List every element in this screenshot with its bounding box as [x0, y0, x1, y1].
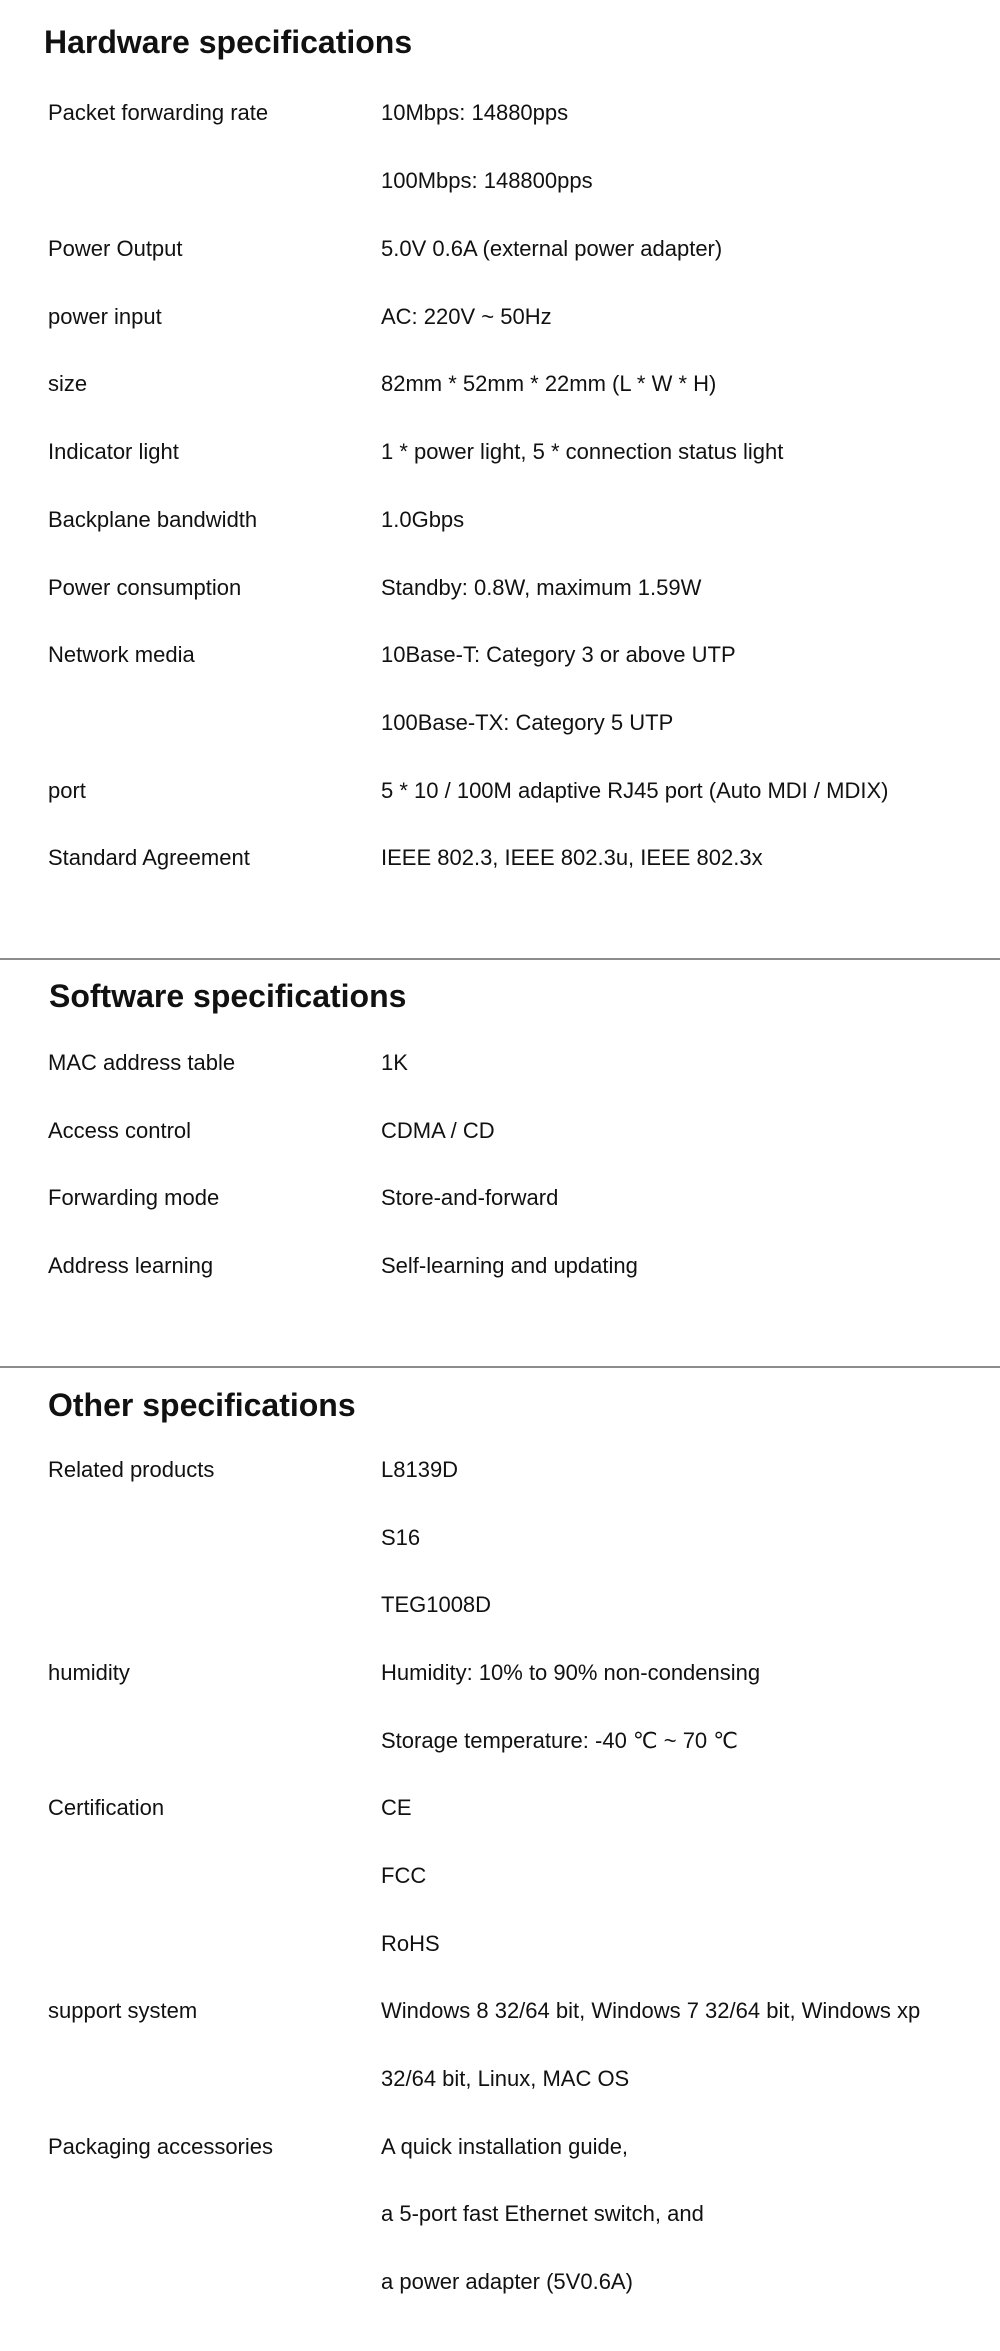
spec-value: CE — [381, 1795, 412, 1820]
spec-value: Storage temperature: -40 ℃ ~ 70 ℃ — [381, 1728, 738, 1753]
spec-row — [0, 1518, 1000, 1558]
spec-row — [0, 1043, 1000, 1083]
spec-row — [0, 1788, 1000, 1828]
spec-label: Network media — [48, 642, 195, 667]
spec-value: S16 — [381, 1525, 421, 1550]
section-divider — [0, 1366, 1000, 1368]
spec-value: 32/64 bit, Linux, MAC OS — [381, 2066, 630, 2091]
other-section-title: Other specifications — [48, 1387, 356, 1423]
spec-row — [0, 2262, 1000, 2302]
spec-value: TEG1008D — [381, 1592, 492, 1617]
spec-row — [0, 1721, 1000, 1761]
spec-row — [0, 568, 1000, 608]
spec-value: RoHS — [381, 1931, 440, 1956]
spec-label: Access control — [48, 1118, 192, 1143]
spec-label: size — [48, 371, 88, 396]
spec-row — [0, 1991, 1000, 2031]
spec-label: Address learning — [48, 1253, 214, 1278]
spec-label: MAC address table — [48, 1050, 236, 1075]
spec-value: 5 * 10 / 100M adaptive RJ45 port (Auto MDI / MDIX) — [381, 778, 889, 803]
spec-row — [0, 1856, 1000, 1896]
spec-row — [0, 838, 1000, 878]
spec-label: Standard Agreement — [48, 845, 250, 870]
spec-row — [0, 1924, 1000, 1964]
spec-label: Packaging accessories — [48, 2134, 274, 2159]
spec-row — [0, 2194, 1000, 2234]
software-section-title: Software specifications — [49, 978, 407, 1014]
spec-label: Packet forwarding rate — [48, 100, 269, 125]
spec-value: 1 * power light, 5 * connection status light — [381, 439, 784, 464]
spec-value: Self-learning and updating — [381, 1253, 638, 1278]
spec-row — [0, 2127, 1000, 2167]
hardware-section-title: Hardware specifications — [44, 24, 413, 60]
spec-row — [0, 432, 1000, 472]
spec-label: power input — [48, 304, 162, 329]
spec-row — [0, 297, 1000, 337]
spec-label: Power consumption — [48, 575, 242, 600]
spec-value: CDMA / CD — [381, 1118, 495, 1143]
spec-value: Store-and-forward — [381, 1185, 559, 1210]
spec-value: IEEE 802.3, IEEE 802.3u, IEEE 802.3x — [381, 845, 763, 870]
spec-label: port — [48, 778, 86, 803]
spec-label: Power Output — [48, 236, 183, 261]
spec-value: AC: 220V ~ 50Hz — [381, 304, 552, 329]
spec-value: 100Base-TX: Category 5 UTP — [381, 710, 674, 735]
spec-row — [0, 1653, 1000, 1693]
spec-value: Windows 8 32/64 bit, Windows 7 32/64 bit, Windows xp — [381, 1998, 921, 2023]
spec-row — [0, 500, 1000, 540]
spec-label: Certification — [48, 1795, 165, 1820]
spec-value: 1.0Gbps — [381, 507, 465, 532]
spec-value: 5.0V 0.6A (external power adapter) — [381, 236, 723, 261]
spec-value: FCC — [381, 1863, 427, 1888]
spec-value: Standby: 0.8W, maximum 1.59W — [381, 575, 702, 600]
spec-row — [0, 229, 1000, 269]
spec-value: A quick installation guide, — [381, 2134, 629, 2159]
spec-row — [0, 1450, 1000, 1490]
spec-row — [0, 93, 1000, 133]
spec-label: humidity — [48, 1660, 130, 1685]
spec-row — [0, 771, 1000, 811]
spec-row — [0, 1246, 1000, 1286]
spec-label: Backplane bandwidth — [48, 507, 258, 532]
spec-row — [0, 161, 1000, 201]
spec-value: 82mm * 52mm * 22mm (L * W * H) — [381, 371, 717, 396]
spec-value: Humidity: 10% to 90% non-condensing — [381, 1660, 761, 1685]
spec-label: Forwarding mode — [48, 1185, 220, 1210]
spec-value: 10Mbps: 14880pps — [381, 100, 569, 125]
spec-value: L8139D — [381, 1457, 459, 1482]
spec-value: a power adapter (5V0.6A) — [381, 2269, 633, 2294]
spec-row — [0, 1585, 1000, 1625]
spec-row — [0, 2059, 1000, 2099]
spec-value: a 5-port fast Ethernet switch, and — [381, 2201, 704, 2226]
spec-label: Indicator light — [48, 439, 179, 464]
spec-value: 1K — [381, 1050, 408, 1075]
spec-row — [0, 1178, 1000, 1218]
spec-row — [0, 364, 1000, 404]
spec-label: Related products — [48, 1457, 215, 1482]
spec-label: support system — [48, 1998, 198, 2023]
spec-row — [0, 635, 1000, 675]
spec-row — [0, 1111, 1000, 1151]
spec-value: 10Base-T: Category 3 or above UTP — [381, 642, 736, 667]
spec-value: 100Mbps: 148800pps — [381, 168, 593, 193]
spec-row — [0, 703, 1000, 743]
section-divider — [0, 958, 1000, 960]
